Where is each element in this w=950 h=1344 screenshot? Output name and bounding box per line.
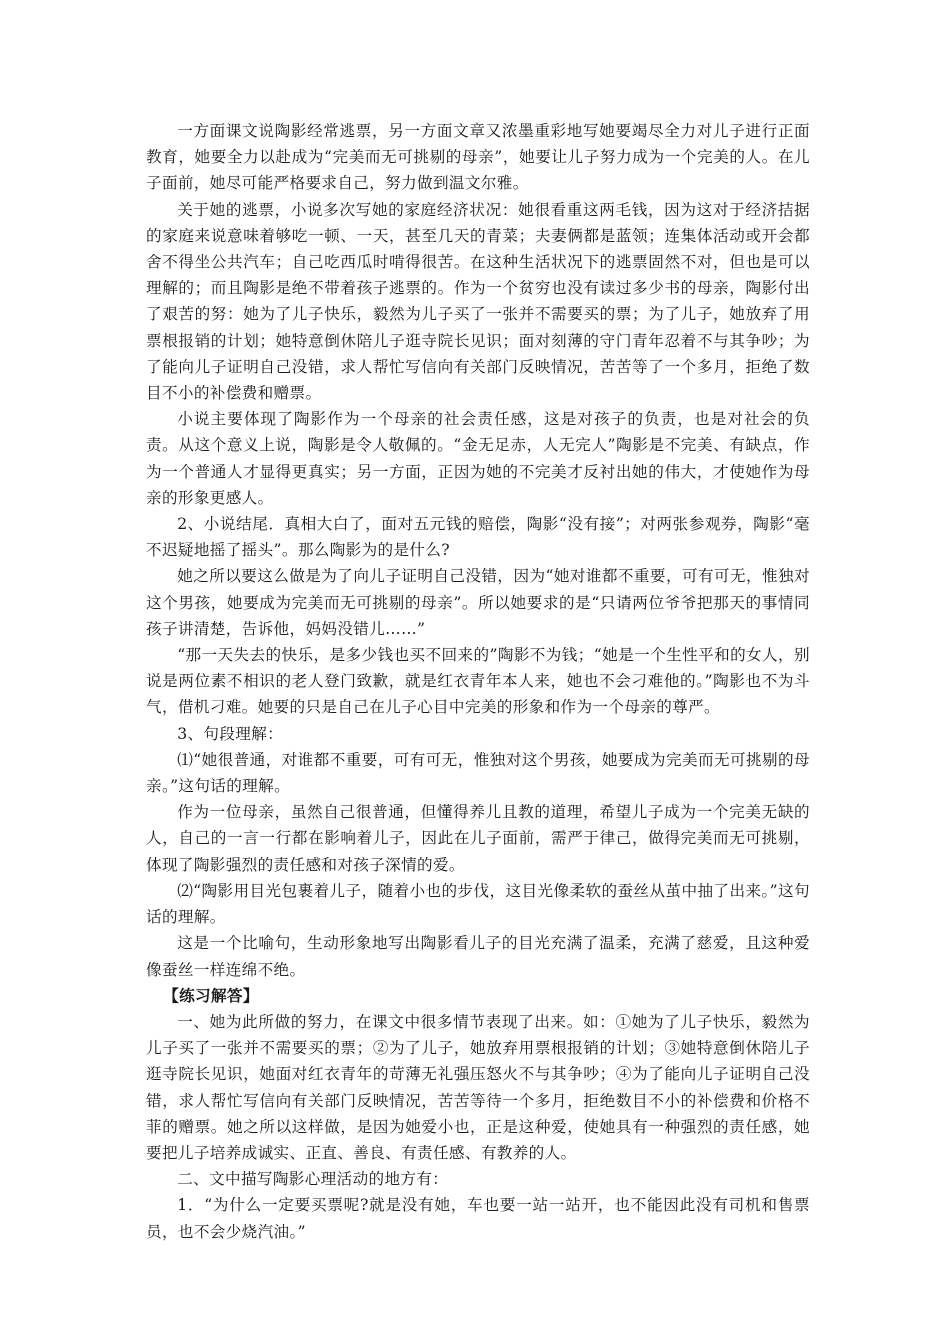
- sentence-1-explanation: 作为一位母亲，虽然自己很普通，但懂得养儿且教的道理，希望儿子成为一个完美无缺的人，自己的一言一行都在影响着儿子，因此在儿子面前，需严于律己，做得完美而无可挑剔，体现了陶影强烈的责任感和对孩子深情的爱。: [146, 803, 810, 874]
- exercise-answers-heading: 【练习解答】: [163, 985, 259, 1005]
- exercise-answer-2-item-1: 1．“为什么一定要买票呢?就是没有她，车也要一站一站开，也不能因此没有司机和售票员，也不会少烧汽油。”: [146, 1196, 810, 1241]
- paragraph-responsibility: 小说主要体现了陶影作为一个母亲的社会责任感，这是对孩子的负责，也是对社会的负责。从这个意义上说，陶影是令人敬佩的。“金无足赤，人无完人”陶影是不完美、有缺点，作为一个普通人才显得更真实；另一方面，正因为她的不完美才反衬出她的伟大，才使她作为母亲的形象更感人。: [146, 410, 810, 507]
- sentence-2-quote: ⑵“陶影用目光包裹着儿子，随着小也的步伐，这目光像柔软的蚕丝从茧中抽了出来。”这句话的理解。: [146, 881, 810, 927]
- answer-2-paragraph-2: “那一天失去的快乐，是多少钱也买不回来的”陶影不为钱；“她是一个生性平和的女人，别说是两位素不相识的老人登门致歉，就是红衣青年本人来，她也不会刁难他的。”陶影也不为斗气，借机刁难。她要的只是自己在儿子心目中完美的形象和作为一个母亲的尊严。: [146, 646, 810, 717]
- question-2-heading: 2、小说结尾．真相大白了，面对五元钱的赔偿，陶影“没有接”；对两张参观券，陶影“毫不迟疑地摇了摇头”。那么陶影为的是什么?: [146, 515, 810, 560]
- exercise-answer-2-heading: 二、文中描写陶影心理活动的地方有：: [177, 1170, 449, 1189]
- exercise-answer-1: 一、她为此所做的努力，在课文中很多情节表现了出来。如：①她为了儿子快乐，毅然为儿子买了一张并不需要买的票；②为了儿子，她放弃用票根报销的计划；③她特意倒休陪儿子逛寺院长见识，她面对红衣青年的苛薄无礼强压怒火不与其争吵；④为了能向儿子证明自己没错，求人帮忙写信向有关部门反映情况，苦苦等待一个多月，拒绝数目不小的补偿费和价格不菲的赠票。她之所以这样做，是因为她爱小也，正是这种爱，使她具有一种强烈的责任感，她要把儿子培养成诚实、正直、善良、有责任感、有教养的人。: [146, 1012, 810, 1162]
- sentence-2-explanation: 这是一个比喻句，生动形象地写出陶影看儿子的目光充满了温柔，充满了慈爱，且这种爱像蚕丝一样连绵不绝。: [146, 934, 810, 979]
- question-3-heading: 3、句段理解：: [177, 724, 284, 743]
- paragraph-fare-evasion: 关于她的逃票，小说多次写她的家庭经济状况：她很看重这两毛钱，因为这对于经济拮据的家庭来说意味着够吃一顿、一天，甚至几天的青菜；夫妻俩都是蓝领；连集体活动或开会都舍不得坐公共汽车；自己吃西瓜时啃得很苦。在这种生活状况下的逃票固然不对，但也是可以理解的；而且陶影是绝不带着孩子逃票的。作为一个贫穷也没有读过多少书的母亲，陶影付出了艰苦的努：她为了儿子快乐，毅然为儿子买了一张并不需要买的票；为了儿子，她放弃了用票根报销的计划；她特意倒休陪儿子逛寺院长见识；面对刻薄的守门青年忍着不与其争吵；为了能向儿子证明自己没错，求人帮忙写信向有关部门反映情况，苦苦等了一个多月，拒绝了数目不小的补偿费和赠票。: [146, 200, 810, 403]
- answer-2-paragraph-1: 她之所以要这么做是为了向儿子证明自己没错，因为“她对谁都不重要，可有可无，惟独对这个男孩，她要成为完美而无可挑剔的母亲”。所以她要求的是“只请两位爷爷把那天的事情同孩子讲清楚，告诉他，妈妈没错儿……”: [146, 567, 810, 638]
- sentence-1-quote: ⑴“她很普通，对谁都不重要，可有可无，惟独对这个男孩，她要成为完美而无可挑剔的母亲。”这句话的理解。: [146, 750, 810, 796]
- document-body: [146, 118, 810, 1245]
- paragraph-intro: 一方面课文说陶影经常逃票，另一方面文章又浓墨重彩地写她要竭尽全力对儿子进行正面教育，她要全力以赴成为“完美而无可挑剔的母亲”，她要让儿子努力成为一个完美的人。在儿子面前，她尽可能严格要求自己，努力做到温文尔雅。: [146, 122, 810, 193]
